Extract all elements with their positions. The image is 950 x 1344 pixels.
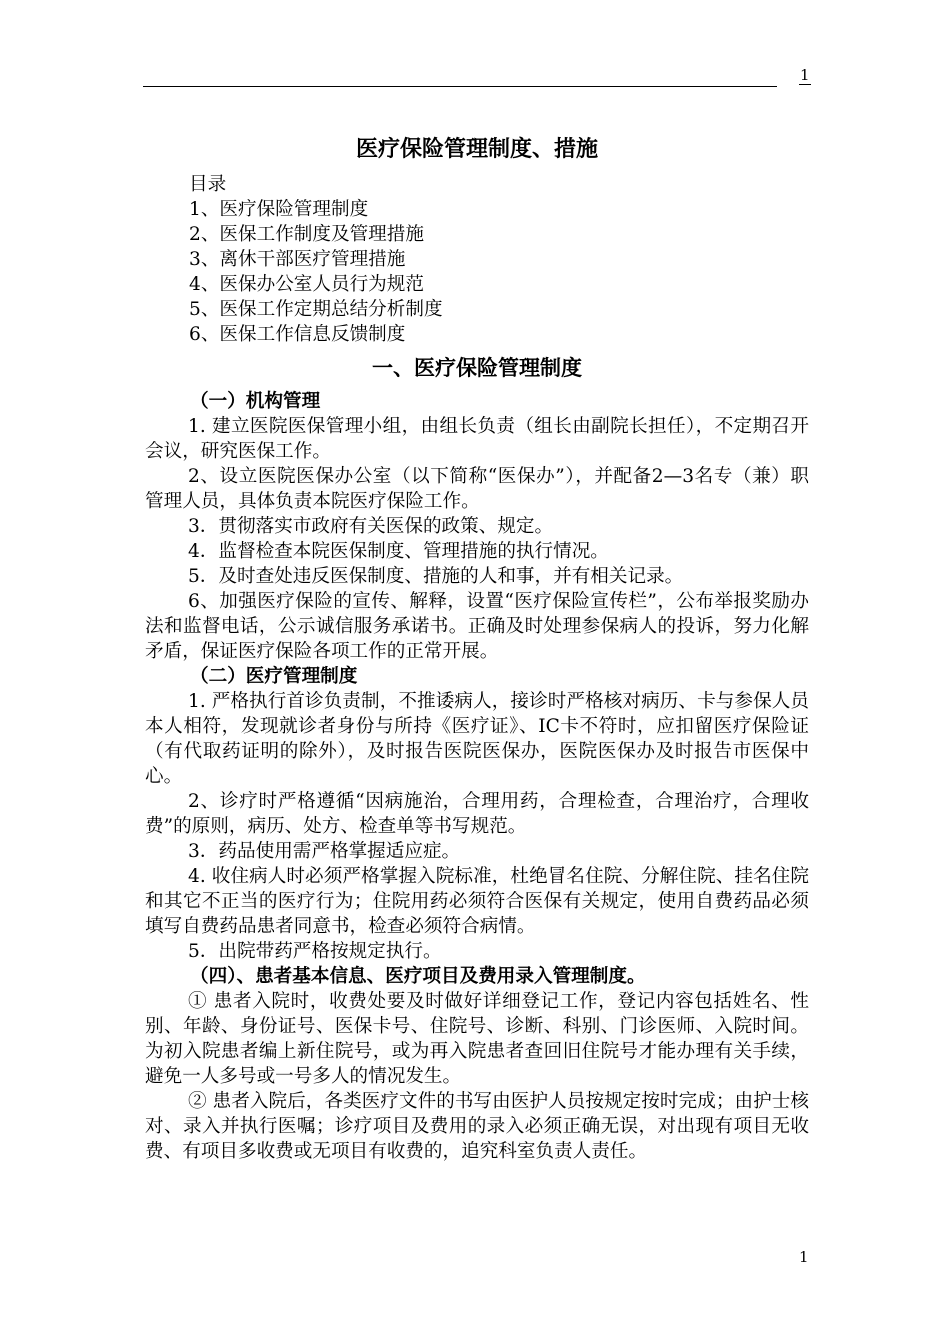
- toc-list: [145, 197, 809, 347]
- paragraph: 4．监督检查本院医保制度、管理措施的执行情况。: [188, 541, 609, 562]
- paragraph: 2、设立医院医保办公室（以下简称“医保办”），并配备2—3名专（兼）职管理人员，具体负责本院医疗保险工作。: [145, 466, 809, 512]
- paragraph: 5．及时查处违反医保制度、措施的人和事，并有相关记录。: [188, 566, 684, 587]
- paragraph: 1. 建立医院医保管理小组，由组长负责（组长由副院长担任），不定期召开会议，研究医保工作。: [145, 416, 809, 462]
- paragraph: 2、诊疗时严格遵循“因病施治，合理用药，合理检查，合理治疗，合理收费”的原则，病历、处方、检查单等书写规范。: [145, 791, 809, 837]
- toc-item: 6、医保工作信息反馈制度: [189, 324, 406, 345]
- subsection-heading: （二）医疗管理制度: [190, 666, 358, 687]
- paragraph: 3．药品使用需严格掌握适应症。: [188, 841, 461, 862]
- toc-item: 2、医保工作制度及管理措施: [189, 224, 424, 245]
- header-rule: [143, 86, 777, 87]
- toc-item: 3、离休干部医疗管理措施: [189, 249, 406, 270]
- footer-page-number: 1: [799, 1248, 809, 1266]
- paragraph: 6、加强医疗保险的宣传、解释，设置“医疗保险宣传栏”，公布举报奖励办法和监督电话，公示诚信服务承诺书。正确及时处理参保病人的投诉，努力化解矛盾，保证医疗保险各项工作的正常开展。: [145, 591, 809, 662]
- paragraph: 5．出院带药严格按规定执行。: [188, 941, 442, 962]
- subsection-heading: （四）、患者基本信息、医疗项目及费用录入管理制度。: [190, 966, 646, 987]
- paragraph: ① 患者入院时，收费处要及时做好详细登记工作，登记内容包括姓名、性别、年龄、身份证号、医保卡号、住院号、诊断、科别、门诊医师、入院时间。为初入院患者编上新住院号，或为再入院患者查回旧住院号才能办理有关手续，避免一人多号或一号多人的情况发生。: [145, 991, 809, 1087]
- paragraph: ② 患者入院后，各类医疗文件的书写由医护人员按规定按时完成；由护士核对、录入并执行医嘱；诊疗项目及费用的录入必须正确无误，对出现有项目无收费、有项目多收费或无项目有收费的，追究科室负责人责任。: [145, 1091, 809, 1162]
- document-body: [145, 134, 809, 1164]
- toc-item: 4、医保办公室人员行为规范: [189, 274, 424, 295]
- header-page-number: 1: [800, 66, 810, 84]
- toc-heading: 目录: [189, 174, 227, 195]
- document-title: 医疗保险管理制度、措施: [355, 136, 598, 162]
- toc-item: 1、医疗保险管理制度: [189, 199, 369, 220]
- subsection-heading: （一）机构管理: [190, 391, 321, 412]
- paragraph: 4. 收住病人时必须严格掌握入院标准，杜绝冒名住院、分解住院、挂名住院和其它不正当的医疗行为；住院用药必须符合医保有关规定，使用自费药品必须填写自费药品患者同意书，检查必须符合病情。: [145, 866, 809, 937]
- paragraph: 1. 严格执行首诊负责制，不推诿病人，接诊时严格核对病历、卡与参保人员本人相符，发现就诊者身份与所持《医疗证》、IC卡不符时，应扣留医疗保险证（有代取药证明的除外），及时报告医院医保办，医院医保办及时报告市医保中心。: [145, 691, 809, 787]
- toc-item: 5、医保工作定期总结分析制度: [189, 299, 443, 320]
- paragraph: 3．贯彻落实市政府有关医保的政策、规定。: [188, 516, 554, 537]
- section-heading: 一、医疗保险管理制度: [372, 355, 582, 380]
